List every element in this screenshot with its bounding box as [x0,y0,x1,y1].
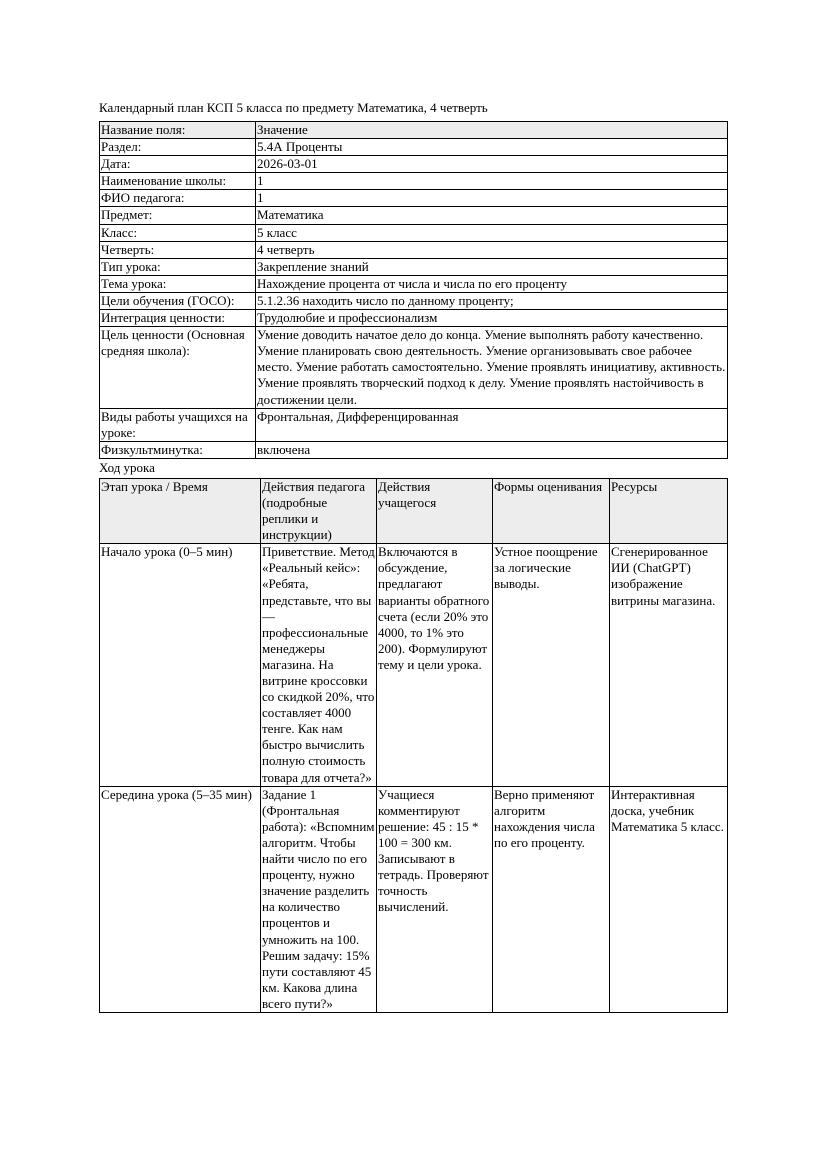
lesson-info-row [100,275,728,292]
lesson-flow-title: Ход урока [99,459,155,475]
field-value: включена [256,441,728,458]
cell-assessment: Устное поощрение за логические выводы. [493,544,610,786]
field-name: Четверть: [100,241,256,258]
cell-stage: Середина урока (5–35 мин) [100,786,261,1012]
field-name: Тип урока: [100,258,256,275]
lesson-info-row [100,327,728,408]
cell-assessment: Верно применяют алгоритм нахождения числа по его проценту. [493,786,610,1012]
cell-teacher: Приветствие. Метод «Реальный кейс»: «Ребята, представьте, что вы — профессиональные менеджеры магазина. На витрине кроссовки со скидкой 20%, что составляет 4000 тенге. Как нам быстро вычислить полную стоимость товара для отчета?» [262,544,375,785]
cell-student: Учащиеся комментируют решение: 45 : 15 * 100 = 300 км. Записывают в тетрадь. Проверяют точность вычислений. [377,786,493,1012]
cell-student: Включаются в обсуждение, предлагают варианты обратного счета (если 20% это 4000, то 1% это 200). Формулируют тему и цели урока. [377,544,493,786]
field-name: ФИО педагога: [100,190,256,207]
lesson-info-row [100,190,728,207]
lesson-info-row [100,310,728,327]
lesson-info-row [100,156,728,173]
column-header-stage: Этап урока / Время [100,478,261,543]
field-value: Умение доводить начатое дело до конца. Умение выполнять работу качественно. Умение планировать свою деятельность. Умение организовывать свое рабочее место. Умение работать самостоятельно. Умение проявлять инициативу, активность. Умение проявлять творческий подход к делу. Умение проявлять настойчивость в достижении цели. [256,327,728,408]
lesson-info-row [100,441,728,458]
document-title: Календарный план КСП 5 класса по предмету Математика, 4 четверть [99,100,488,115]
cell-resources: Сгенерированное ИИ (ChatGPT) изображение витрины магазина. [610,544,728,786]
lesson-info-row [100,224,728,241]
field-name: Предмет: [100,207,256,224]
cell-resources: Интерактивная доска, учебник Математика 5 класс. [610,786,728,1012]
column-header-resources: Ресурсы [610,478,728,543]
document-page [99,99,727,1013]
field-name: Дата: [100,156,256,173]
lesson-info-table [99,121,728,459]
lesson-info-row [100,173,728,190]
field-name: Интеграция ценности: [100,310,256,327]
header-field-value: Значение [256,122,728,139]
field-value: 2026-03-01 [256,156,728,173]
column-header-student: Действия учащегося [377,478,493,543]
header-field-name: Название поля: [100,122,256,139]
field-name: Наименование школы: [100,173,256,190]
lesson-info-row [100,241,728,258]
lesson-plan-row [100,544,728,786]
lesson-plan-header-row [100,478,728,543]
lesson-info-row [100,207,728,224]
lesson-info-row [100,139,728,156]
field-name: Раздел: [100,139,256,156]
field-value: Закрепление знаний [256,258,728,275]
field-value: 5.4А Проценты [256,139,728,156]
field-value: 1 [256,190,728,207]
field-value: Трудолюбие и профессионализм [256,310,728,327]
field-name: Цели обучения (ГОСО): [100,292,256,309]
field-name: Цель ценности (Основная средняя школа): [100,327,256,408]
field-value: Фронтальная, Дифференцированная [256,408,728,441]
field-value: 4 четверть [256,241,728,258]
lesson-info-header-row [100,122,728,139]
lesson-plan-row [100,786,728,1012]
field-value: Нахождение процента от числа и числа по его проценту [256,275,728,292]
lesson-plan-table [99,478,728,1013]
field-value: 5.1.2.36 находить число по данному проценту; [256,292,728,309]
cell-stage: Начало урока (0–5 мин) [100,544,261,786]
column-header-teacher: Действия педагога (подробные реплики и инструкции) [261,478,377,543]
lesson-info-row [100,408,728,441]
field-value: 1 [256,173,728,190]
field-name: Виды работы учащихся на уроке: [100,408,256,441]
lesson-info-row [100,292,728,309]
cell-teacher: Задание 1 (Фронтальная работа): «Вспомним алгоритм. Чтобы найти число по его проценту, нужно значение разделить на количество процентов и умножить на 100. Решим задачу: 15% пути составляют 45 км. Какова длина всего пути?» [262,786,375,1011]
field-value: 5 класс [256,224,728,241]
column-header-assessment: Формы оценивания [493,478,610,543]
field-name: Тема урока: [100,275,256,292]
field-name: Физкультминутка: [100,441,256,458]
lesson-info-row [100,258,728,275]
field-name: Класс: [100,224,256,241]
field-value: Математика [256,207,728,224]
